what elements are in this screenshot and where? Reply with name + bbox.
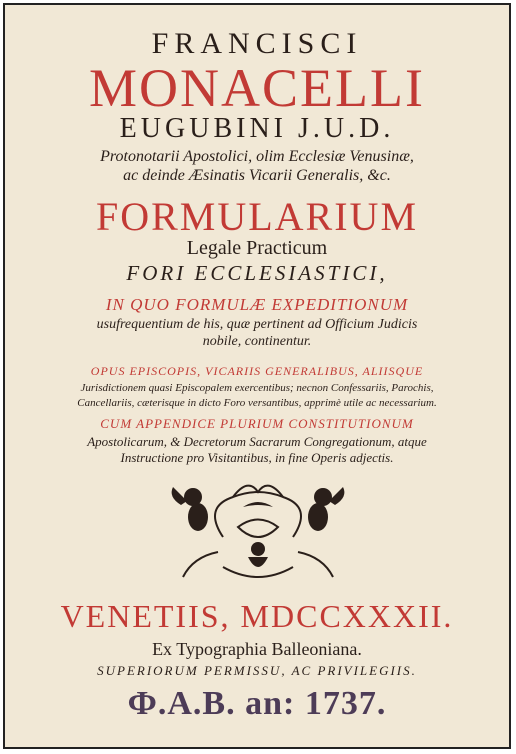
appendix-heading: CUM APPENDICE PLURIUM CONSTITUTIONUM xyxy=(100,416,414,431)
appendix-line-1: Apostolicarum, & Decretorum Sacrarum Congregationum, atque xyxy=(87,434,427,449)
description-line-2: nobile, continentur. xyxy=(202,334,312,349)
description-heading: IN QUO FORMULÆ EXPEDITIONUM xyxy=(105,295,409,314)
appendix-line-2: Instructione pro Visitantibus, in fine Operis adjectis. xyxy=(120,450,394,465)
title-page xyxy=(3,3,511,749)
imprint-permission: SUPERIORUM PERMISSU, AC PRIVILEGIIS. xyxy=(97,663,417,678)
work-subtitle: Legale Practicum xyxy=(186,237,328,259)
imprint-printer: Ex Typographia Balleoniana. xyxy=(152,639,362,659)
author-roles-line-2: ac deinde Æsinatis Vicarii Generalis, &c. xyxy=(123,167,391,184)
author-surname: MONACELLI xyxy=(89,58,425,118)
description-line-1: usufrequentium de his, quæ pertinent ad Officium Judicis xyxy=(96,317,418,332)
audience-line-1: Jurisdictionem quasi Episcopalem exercentibus; necnon Confessariis, Parochis, xyxy=(80,382,434,394)
ownership-stamp: Ф.А.В. an: 1737. xyxy=(127,685,387,722)
imprint-place-date: VENETIIS, MDCCXXXII. xyxy=(60,598,454,634)
audience-line-2: Cancellariis, cæterisque in dicto Foro versantibus, apprimè utile ac necessarium. xyxy=(77,397,437,409)
author-origin: EUGUBINI J.U.D. xyxy=(119,113,395,144)
work-title: FORMULARIUM xyxy=(95,194,419,239)
printers-ornament-cherubs-icon xyxy=(163,467,353,587)
author-roles-line-1: Protonotarii Apostolici, olim Ecclesiæ Venusinæ, xyxy=(100,148,414,165)
audience-heading: OPUS EPISCOPIS, VICARIIS GENERALIBUS, ALIISQUE xyxy=(90,364,424,378)
author-first-name: FRANCISCI xyxy=(151,27,363,60)
work-scope: FORI ECCLESIASTICI, xyxy=(126,261,388,285)
